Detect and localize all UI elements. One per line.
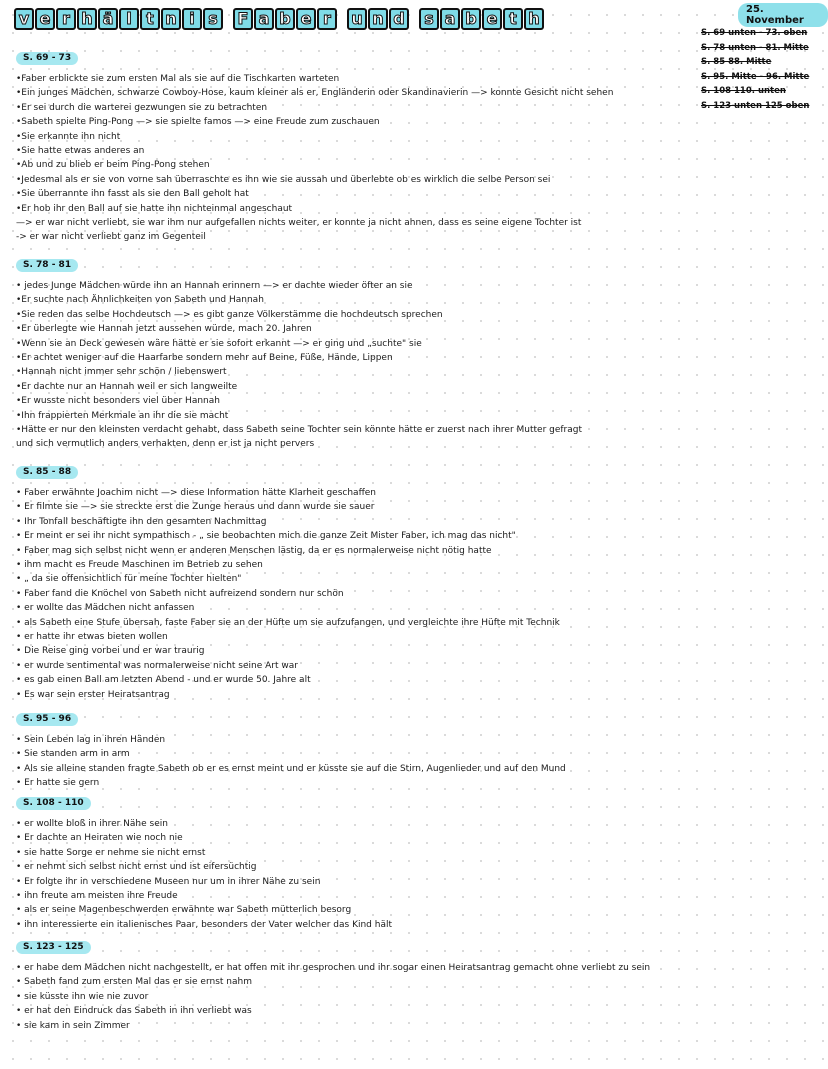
- note-line: •Ein junges Mädchen, schwarze Cowboy-Hose, kaum kleiner als er, Engländerin oder Skandinavierin —> konnte Gesicht nicht sehen: [16, 88, 614, 99]
- note-line: • als er seine Magenbeschwerden erwähnte war Sabeth mütterlich besorg: [16, 905, 352, 916]
- note-line: •Er suchte nach Ähnlichkeiten von Sabeth und Hannah: [16, 295, 264, 306]
- title-letter-tile: F: [233, 8, 253, 30]
- note-line: •Ab und zu blieb er beim Ping-Pong stehen: [16, 160, 210, 171]
- note-line: • „ da sie offensichtlich für meine Tochter hielten": [16, 574, 242, 585]
- page-reference-item: S. 108 110. unten: [701, 86, 786, 96]
- note-line: • ihn interessierte ein italienisches Paar, besonders der Vater welcher das Kind hält: [16, 919, 393, 930]
- note-line: • Faber mag sich selbst nicht wenn er anderen Menschen lästig, da er es normalerweise nicht nötig hatte: [16, 545, 492, 556]
- note-line: • Sein Leben lag in ihren Händen: [16, 735, 166, 745]
- note-line: • ihn freute am meisten ihre Freude: [16, 891, 178, 902]
- title-letter-tile: i: [182, 8, 202, 30]
- title-letter-tile: n: [161, 8, 181, 30]
- note-line: •Sie erkannte ihn nicht: [16, 131, 121, 142]
- section-s95-96: [16, 706, 706, 791]
- title-letter-tile: h: [524, 8, 544, 30]
- note-line: • Er meint er sei ihr nicht sympathisch - „ sie beobachten mich die ganze Zeit Mister Faber, ich mag das nicht": [16, 531, 516, 542]
- title-letter-tile: d: [389, 8, 409, 30]
- date-badge: 25. November: [738, 3, 828, 27]
- note-line: •Er hob ihr den Ball auf sie hatte ihn nichteinmal angeschaut: [16, 203, 293, 214]
- page-title: [14, 8, 544, 30]
- note-line: • er wollte das Mädchen nicht anfassen: [16, 603, 195, 614]
- title-word-4: [419, 8, 544, 30]
- page-reference-item: S. 123 unten 125 oben: [701, 100, 810, 111]
- note-line: •Wenn sie an Deck gewesen wäre hätte er sie sofort erkannt —> er ging und „suchte" sie: [16, 338, 422, 349]
- title-word-1: [14, 8, 223, 30]
- title-letter-tile: e: [482, 8, 502, 30]
- note-line: • Sabeth fand zum ersten Mal das er sie ernst nahm: [16, 977, 252, 988]
- note-line: • Er hatte sie gern: [16, 778, 100, 789]
- section-heading: S. 123 - 125: [16, 941, 91, 954]
- note-line: •Jedesmal als er sie von vorne sah überraschte es ihn wie sie aussah und überlebte ob es wirklich die selbe Person sei: [16, 174, 551, 185]
- note-line: • jedes Junge Mädchen würde ihn an Hannah erinnern —> er dachte wieder öfter an sie: [16, 281, 413, 291]
- section-heading: S. 69 - 73: [16, 52, 78, 65]
- note-line: •Hannah nicht immer sehr schön / liebenswert: [16, 367, 227, 378]
- note-line: •Sabeth spielte Ping-Pong —> sie spielte famos —> eine Freude zum zuschauen: [16, 117, 380, 128]
- note-line: • es gab einen Ball am letzten Abend - und er wurde 50. Jahre alt: [16, 675, 311, 686]
- section-s78-81: [16, 252, 706, 452]
- title-letter-tile: t: [503, 8, 523, 30]
- page-reference-item: S. 69 unten - 73. oben: [701, 28, 808, 38]
- title-letter-tile: a: [254, 8, 274, 30]
- title-word-2: [233, 8, 337, 30]
- note-line: • Er folgte ihr in verschiedene Museen nur um in ihrer Nähe zu sein: [16, 876, 321, 887]
- note-line: •Ihn frappierten Merkmale an ihr die sie macht: [16, 410, 229, 421]
- note-line: • Faber erwähnte Joachim nicht —> diese Information hätte Klarheit geschaffen: [16, 488, 377, 498]
- note-line: • er hat den Eindruck das Sabeth in ihn verliebt was: [16, 1006, 252, 1017]
- note-line: •Sie hatte etwas anderes an: [16, 146, 145, 157]
- note-line: •Er sei durch die warterei gezwungen sie zu betrachten: [16, 102, 268, 113]
- note-line: -> er war nicht verliebt ganz im Gegenteil: [16, 232, 206, 243]
- title-letter-tile: n: [368, 8, 388, 30]
- note-line: • er nehmt sich selbst nicht ernst und ist eifersüchtig: [16, 862, 257, 873]
- note-line: •Sie überrannte ihn fasst als sie den Ball geholt hat: [16, 189, 249, 200]
- note-list: [16, 961, 706, 1033]
- title-letter-tile: h: [77, 8, 97, 30]
- note-line: •Er dachte nur an Hannah weil er sich langweilte: [16, 381, 238, 392]
- page-reference-item: S. 85 88. Mitte: [701, 57, 772, 67]
- title-letter-tile: e: [35, 8, 55, 30]
- section-s69-73: [16, 45, 706, 245]
- note-list: [16, 72, 706, 245]
- note-line: • Er filmte sie —> sie streckte erst die Zunge heraus und dann wurde sie sauer: [16, 502, 375, 513]
- note-line: • sie kam in sein Zimmer: [16, 1020, 130, 1031]
- title-letter-tile: a: [440, 8, 460, 30]
- note-line: • sie hatte Sorge er nehme sie nicht ernst: [16, 847, 206, 858]
- section-s123-125: [16, 934, 706, 1033]
- note-line: •Er überlegte wie Hannah jetzt aussehen würde, mach 20. Jahren: [16, 324, 312, 335]
- note-list: [16, 486, 706, 702]
- section-heading: S. 85 - 88: [16, 466, 78, 479]
- note-line: • Die Reise ging vorbei und er war traurig: [16, 646, 205, 657]
- note-line: • als Sabeth eine Stufe übersah, faste Faber sie an der Hüfte um sie aufzufangen, und vergleichte ihre Hüfte mit Technik: [16, 617, 560, 628]
- note-line: • er habe dem Mädchen nicht nachgestellt, er hat offen mit ihr gesprochen und ihr sogar einen Heiratsantrag gemacht ohne verliebt zu sein: [16, 963, 651, 973]
- title-letter-tile: l: [119, 8, 139, 30]
- title-letter-tile: b: [461, 8, 481, 30]
- note-line: • er wurde sentimental was normalerweise nicht seine Art war: [16, 660, 298, 671]
- title-letter-tile: ä: [98, 8, 118, 30]
- note-line: und sich vermutlich anders verhakten, denn er ist ja nicht pervers: [16, 439, 315, 450]
- title-letter-tile: v: [14, 8, 34, 30]
- note-line: • Als sie alleine standen fragte Sabeth ob er es ernst meint und er küsste sie auf die Stirn, Augenlieder und auf den Mund: [16, 763, 566, 774]
- note-line: • ihm macht es Freude Maschinen im Betrieb zu sehen: [16, 560, 263, 571]
- note-line: • Sie standen arm in arm: [16, 749, 130, 760]
- page-reference-item: S. 78 unten - 81. Mitte: [701, 42, 809, 53]
- section-heading: S. 108 - 110: [16, 797, 91, 810]
- section-heading: S. 95 - 96: [16, 713, 78, 726]
- title-letter-tile: b: [275, 8, 295, 30]
- title-letter-tile: s: [419, 8, 439, 30]
- note-line: • er wollte bloß in ihrer Nähe sein: [16, 819, 168, 829]
- note-line: •Er wusste nicht besonders viel über Hannah: [16, 396, 220, 407]
- note-line: • Er dachte an Heiraten wie noch nie: [16, 833, 183, 844]
- section-s85-88: [16, 459, 706, 702]
- note-line: • sie küsste ihn wie nie zuvor: [16, 991, 149, 1002]
- note-list: [16, 733, 706, 791]
- note-list: [16, 279, 706, 452]
- note-line: • Faber fand die Knöchel von Sabeth nicht aufreizend sondern nur schön: [16, 588, 344, 599]
- section-s108-110: [16, 790, 706, 932]
- note-line: •Sie reden das selbe Hochdeutsch —> es gibt ganze Völkerstämme die hochdeutsch sprechen: [16, 309, 443, 320]
- note-line: •Er achtet weniger auf die Haarfarbe sondern mehr auf Beine, Füße, Hände, Lippen: [16, 353, 393, 364]
- title-word-3: [347, 8, 409, 30]
- title-letter-tile: s: [203, 8, 223, 30]
- page-reference-item: S. 95. Mitte - 96. Mitte: [701, 71, 810, 82]
- note-line: • Es war sein erster Heiratsantrag: [16, 689, 170, 700]
- title-letter-tile: r: [317, 8, 337, 30]
- title-letter-tile: u: [347, 8, 367, 30]
- note-line: •Faber erblickte sie zum ersten Mal als sie auf die Tischkarten warteten: [16, 74, 340, 84]
- title-letter-tile: e: [296, 8, 316, 30]
- section-heading: S. 78 - 81: [16, 259, 78, 272]
- title-letter-tile: r: [56, 8, 76, 30]
- note-line: •Hätte er nur den kleinsten verdacht gehabt, dass Sabeth seine Tochter sein könnte hätte er zuerst nach ihrer Mutter gefragt: [16, 425, 583, 436]
- note-list: [16, 817, 706, 932]
- page-reference-list: [701, 26, 813, 113]
- title-letter-tile: t: [140, 8, 160, 30]
- note-line: • Ihr Tonfall beschäftigte ihn den gesamten Nachmittag: [16, 516, 267, 527]
- note-line: • er hatte ihr etwas bieten wollen: [16, 632, 168, 643]
- note-line: —> er war nicht verliebt, sie war ihm nur aufgefallen nichts weiter, er konnte ja nicht ahnen, dass es seine eigene Tochter ist: [16, 218, 582, 229]
